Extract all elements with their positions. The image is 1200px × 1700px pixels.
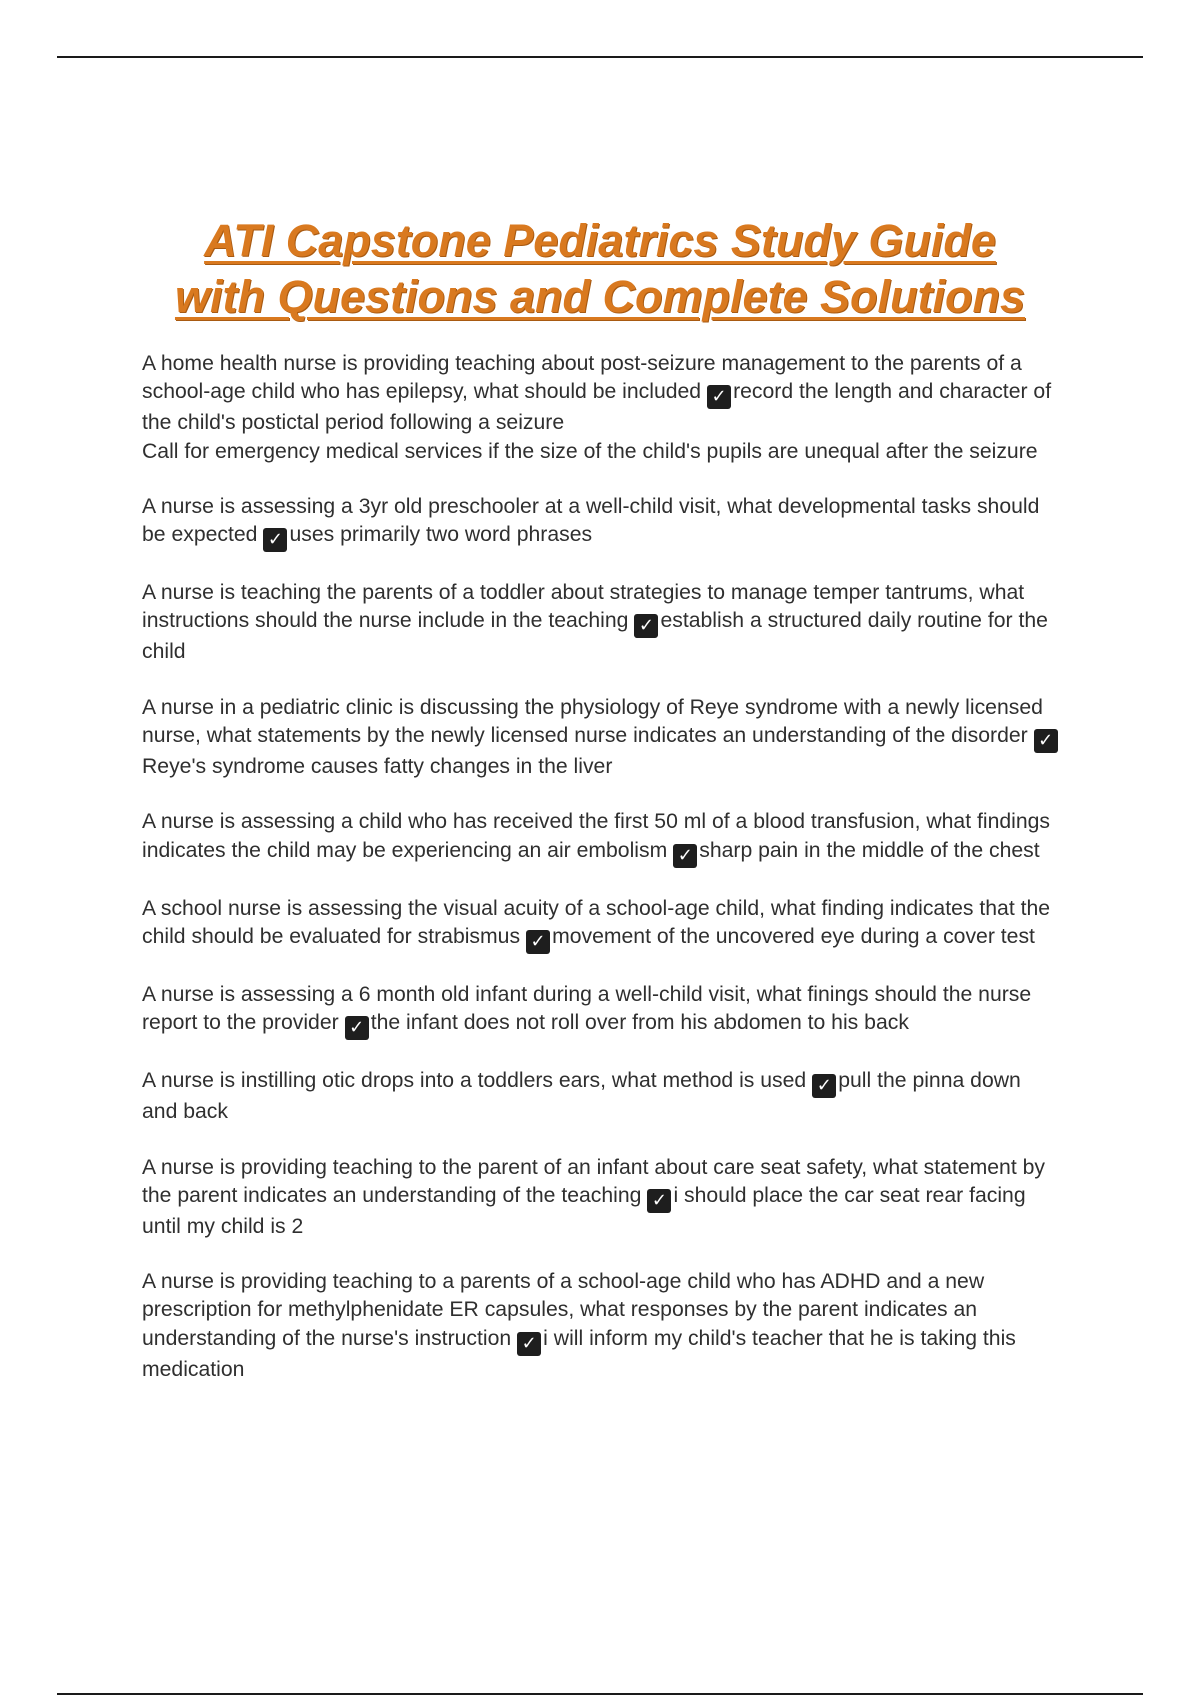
qa-item [142, 1268, 1062, 1384]
question-text: A nurse is teaching the parents of a toddler about strategies to manage temper tantrums, what instructions should the nurse include in the teaching [142, 581, 1025, 633]
answer-text: the infant does not roll over from his abdomen to his back [370, 1011, 909, 1035]
answer-text: establish a structured daily routine for the child [142, 609, 1048, 664]
title-line-2: with Questions and Complete Solutions [174, 271, 1026, 322]
answer-text: i will inform my child's teacher that he is taking this medication [142, 1326, 1016, 1381]
check-box-icon: ✓ [647, 1189, 671, 1213]
check-box-icon: ✓ [263, 528, 287, 552]
qa-item [142, 981, 1062, 1040]
qa-list [142, 350, 1062, 1411]
top-rule [57, 56, 1143, 58]
title-line-1: ATI Capstone Pediatrics Study Guide [204, 215, 996, 266]
answer-text: Reye's syndrome causes fatty changes in the liver [142, 755, 613, 779]
question-text: A school nurse is assessing the visual acuity of a school-age child, what finding indicates that the child should be evaluated for strabismus [142, 896, 1051, 948]
question-text: A nurse is assessing a 3yr old preschooler at a well-child visit, what developmental tasks should be expected [142, 494, 1040, 547]
answer-text: i should place the car seat rear facing until my child is 2 [142, 1183, 1026, 1238]
qa-item [142, 350, 1062, 466]
question-text: A nurse is instilling otic drops into a toddlers ears, what method is used [142, 1069, 807, 1093]
check-box-icon: ✓ [707, 385, 731, 409]
qa-item [142, 895, 1062, 954]
question-text: A nurse is assessing a 6 month old infant during a well-child visit, what finings should the nurse report to the provider [142, 982, 1032, 1035]
answer-text: sharp pain in the middle of the chest [699, 838, 1040, 862]
document-title [0, 213, 1200, 325]
answer-extra-text: Call for emergency medical services if the size of the child's pupils are unequal after the seizure [142, 439, 1038, 463]
qa-item [142, 493, 1062, 552]
qa-item [142, 579, 1062, 667]
check-box-icon: ✓ [812, 1074, 836, 1098]
bottom-rule [57, 1693, 1143, 1695]
qa-item [142, 1067, 1062, 1126]
check-box-icon: ✓ [517, 1332, 541, 1356]
qa-item [142, 694, 1062, 782]
qa-item [142, 808, 1062, 867]
question-text: A home health nurse is providing teaching about post-seizure management to the parents of a school-age child who has epilepsy, what should be included [142, 352, 1022, 404]
question-text: A nurse is assessing a child who has received the first 50 ml of a blood transfusion, what findings indicates the child may be experiencing an air embolism [142, 810, 1051, 862]
check-box-icon: ✓ [634, 614, 658, 638]
check-box-icon: ✓ [673, 844, 697, 868]
answer-text: movement of the uncovered eye during a cover test [552, 924, 1035, 948]
question-text: A nurse is providing teaching to a parents of a school-age child who has ADHD and a new prescription for methylphenidate ER capsules, what responses by the parent indicates an understanding of the nurse's instruction [142, 1270, 985, 1350]
question-text: A nurse in a pediatric clinic is discussing the physiology of Reye syndrome with a newly licensed nurse, what statements by the newly licensed nurse indicates an understanding of the disorder [142, 695, 1043, 748]
question-text: A nurse is providing teaching to the parent of an infant about care seat safety, what statement by the parent indicates an understanding of the teaching [142, 1155, 1045, 1207]
check-box-icon: ✓ [1034, 729, 1058, 753]
check-box-icon: ✓ [526, 930, 550, 954]
answer-text: record the length and character of the child's postictal period following a seizure [142, 380, 1052, 435]
answer-text: pull the pinna down and back [142, 1069, 1021, 1124]
qa-item [142, 1154, 1062, 1242]
answer-text: uses primarily two word phrases [289, 523, 593, 547]
check-box-icon: ✓ [345, 1016, 369, 1040]
